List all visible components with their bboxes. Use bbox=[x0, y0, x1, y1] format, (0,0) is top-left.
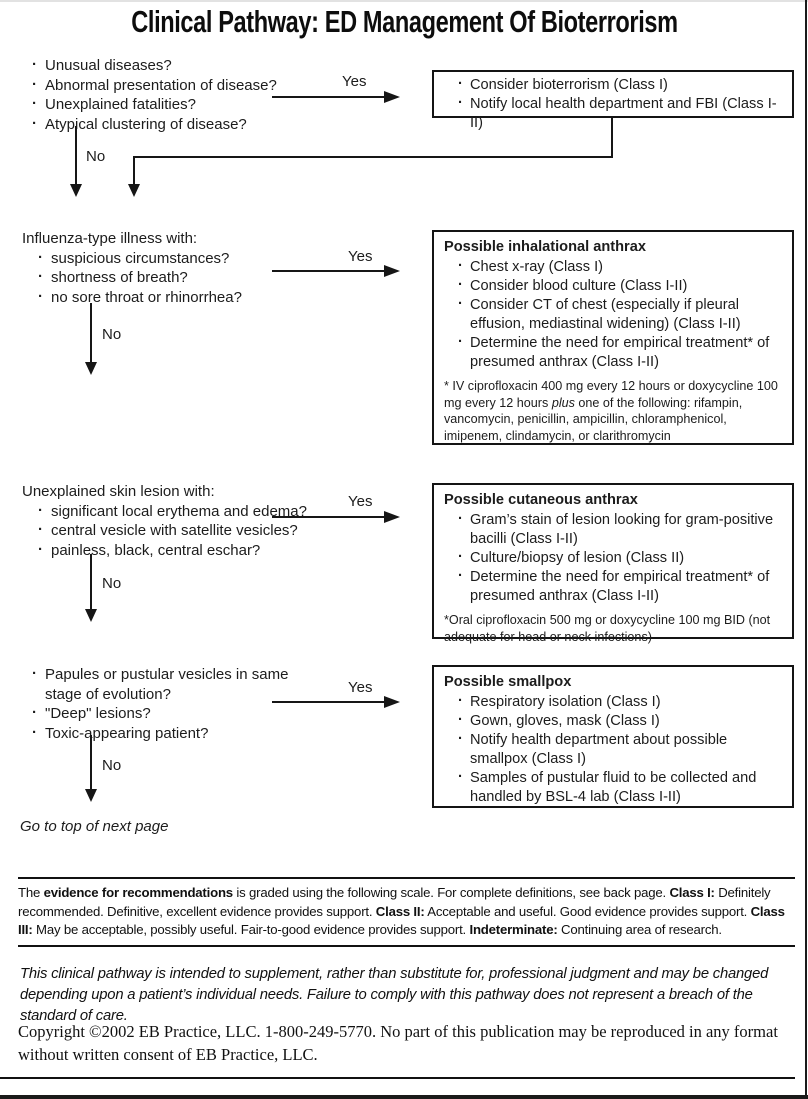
yes-label-1: Yes bbox=[342, 73, 367, 90]
copyright-text: Copyright ©2002 EB Practice, LLC. 1-800-249-5770. No part of this publication may be reproduced in any format without written consent of EB Practice, LLC. bbox=[18, 1022, 778, 1064]
disclaimer-text: This clinical pathway is intended to supplement, rather than substitute for, professional judgment and may be changed depending upon a patient’s individual needs. Failure to comply with this pathway does not represent a breach of the standard of care. bbox=[20, 966, 769, 1024]
result-item: · Chest x-ray (Class I) bbox=[456, 258, 782, 277]
result-box-3 bbox=[432, 483, 794, 644]
yes-label-3: Yes bbox=[348, 493, 373, 510]
yes-label-2: Yes bbox=[348, 248, 373, 265]
result-item: · Gown, gloves, mask (Class I) bbox=[456, 712, 782, 731]
result-item: · Consider blood culture (Class I-II) bbox=[456, 277, 782, 296]
result-2-list bbox=[456, 258, 782, 372]
page-top-edge bbox=[0, 0, 808, 2]
decision-3-list bbox=[36, 502, 372, 561]
result-box-1 bbox=[432, 70, 794, 131]
decision-2-header: Influenza-type illness with: bbox=[22, 230, 198, 247]
decision-4 bbox=[30, 665, 292, 743]
yes-label-4: Yes bbox=[348, 679, 373, 696]
result-item: · Gram’s stain of lesion looking for gram-positive bacilli (Class I-II) bbox=[456, 511, 782, 549]
decision-item: · suspicious circumstances? bbox=[36, 249, 362, 269]
no-arrow-2 bbox=[90, 303, 92, 362]
result-item: · Determine the need for empirical treatment* of presumed anthrax (Class I-II) bbox=[456, 334, 782, 372]
decision-item: · no sore throat or rhinorrhea? bbox=[36, 288, 362, 308]
connector-down-arrow bbox=[133, 156, 135, 184]
page-right-edge bbox=[805, 0, 807, 1099]
decision-item: · central vesicle with satellite vesicles? bbox=[36, 521, 372, 541]
decision-item: · Unexplained fatalities? bbox=[30, 95, 360, 115]
result-4-list bbox=[456, 693, 782, 807]
result-2-footnote: * IV ciprofloxacin 400 mg every 12 hours or doxycycline 100 mg every 12 hours plus one of the following: rifampin, vancomycin, penicillin, ampicillin, chloramphenicol, imipenem, clindamycin, or clarithromycin bbox=[444, 379, 778, 443]
evidence-grading-note: The evidence for recommendations is graded using the following scale. For complete definitions, see back page. Class I: Definitely recommended. Definitive, excellent evidence provides support. Class II: Acceptable and useful. Good evidence provides support. Class III: May be acceptable, possibly useful. Fair-to-good evidence provides support. Indeterminate: Continuing area of research. bbox=[18, 885, 785, 937]
no-arrow-1 bbox=[75, 126, 77, 184]
connector-vertical-segment bbox=[611, 118, 613, 157]
result-item: · Culture/biopsy of lesion (Class II) bbox=[456, 549, 782, 568]
decision-1 bbox=[30, 56, 360, 134]
yes-arrow-1 bbox=[272, 96, 384, 98]
result-item: · Respiratory isolation (Class I) bbox=[456, 693, 782, 712]
decision-2-list bbox=[36, 249, 362, 308]
decision-3 bbox=[22, 482, 372, 560]
no-label-3: No bbox=[102, 575, 122, 592]
no-label-4: No bbox=[102, 757, 122, 774]
decision-1-list bbox=[30, 56, 360, 134]
no-arrow-4 bbox=[90, 735, 92, 789]
result-item: · Notify local health department and FBI (Class I-II) bbox=[456, 95, 782, 133]
result-3-footnote: *Oral ciprofloxacin 500 mg or doxycycline 100 mg BID (not adequate for head or neck infections) bbox=[444, 613, 771, 644]
connector-horizontal-segment bbox=[133, 156, 613, 158]
result-2-title: Possible inhalational anthrax bbox=[444, 239, 646, 255]
result-3-title: Possible cutaneous anthrax bbox=[444, 492, 638, 508]
divider-top bbox=[18, 877, 795, 879]
decision-3-header: Unexplained skin lesion with: bbox=[22, 483, 215, 500]
page-title bbox=[0, 4, 808, 40]
page-title-text: Clinical Pathway: ED Management Of Bioterrorism bbox=[130, 4, 678, 39]
divider-bottom bbox=[18, 945, 795, 947]
no-label-2: No bbox=[102, 326, 122, 343]
result-item: · Samples of pustular fluid to be collected and handled by BSL-4 lab (Class I-II) bbox=[456, 769, 782, 807]
result-item: · Consider bioterrorism (Class I) bbox=[456, 76, 782, 95]
result-1-list bbox=[456, 76, 782, 133]
continuation-note: Go to top of next page bbox=[20, 818, 169, 835]
result-4-title: Possible smallpox bbox=[444, 674, 572, 690]
decision-item: · painless, black, central eschar? bbox=[36, 541, 372, 561]
decision-4-list bbox=[30, 665, 292, 743]
decision-item: · Papules or pustular vesicles in same stage of evolution? bbox=[30, 665, 292, 704]
decision-item: · Abnormal presentation of disease? bbox=[30, 76, 360, 96]
yes-arrow-2 bbox=[272, 270, 384, 272]
page-bottom-edge bbox=[0, 1095, 808, 1099]
decision-item: · significant local erythema and edema? bbox=[36, 502, 372, 522]
decision-item: · Unusual diseases? bbox=[30, 56, 360, 76]
no-arrow-3 bbox=[90, 554, 92, 609]
result-item: · Notify health department about possible smallpox (Class I) bbox=[456, 731, 782, 769]
yes-arrow-3 bbox=[272, 516, 384, 518]
decision-item: · Atypical clustering of disease? bbox=[30, 115, 360, 135]
no-label-1: No bbox=[86, 148, 106, 165]
footer-rule bbox=[0, 1077, 795, 1079]
result-box-2 bbox=[432, 230, 794, 445]
result-item: · Consider CT of chest (especially if pleural effusion, mediastinal widening) (Class I-II) bbox=[456, 296, 782, 334]
decision-item: · "Deep" lesions? bbox=[30, 704, 292, 724]
decision-item: · shortness of breath? bbox=[36, 268, 362, 288]
decision-2 bbox=[22, 229, 362, 307]
decision-item: · Toxic-appearing patient? bbox=[30, 724, 292, 744]
result-3-list bbox=[456, 511, 782, 606]
yes-arrow-4 bbox=[272, 701, 384, 703]
result-box-4 bbox=[432, 665, 794, 808]
result-item: · Determine the need for empirical treatment* of presumed anthrax (Class I-II) bbox=[456, 568, 782, 606]
